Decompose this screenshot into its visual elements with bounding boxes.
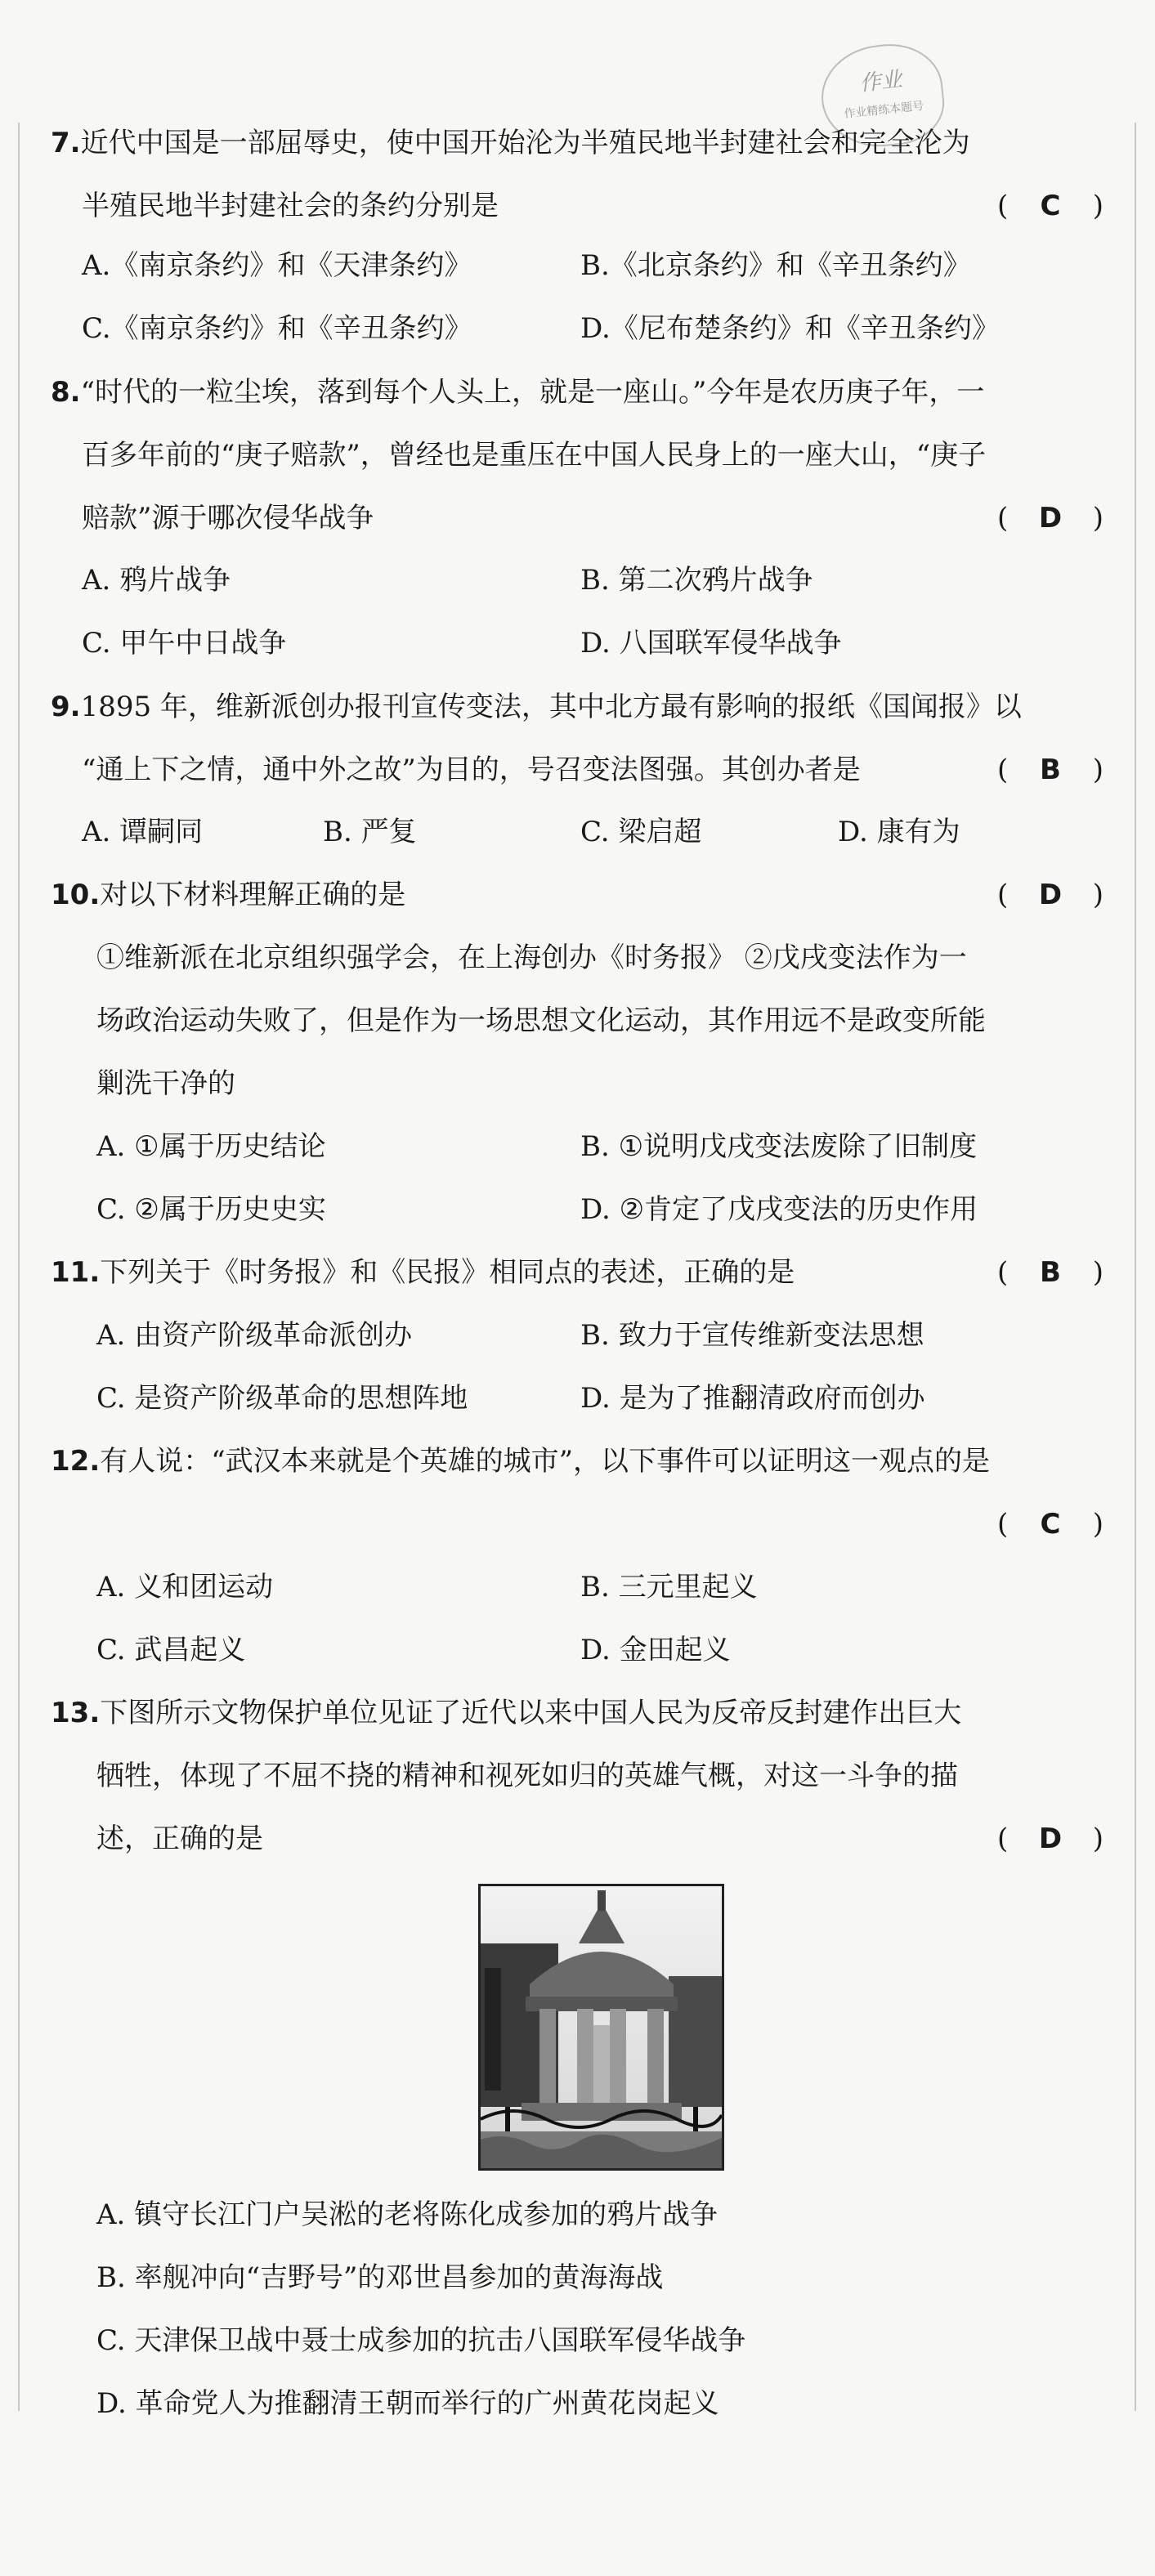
q10-stem-line1: 10.对以下材料理解正确的是 — [51, 879, 406, 911]
q13-option-c: C. 天津保卫战中聂士成参加的抗击八国联军侵华战争 — [96, 2324, 746, 2357]
homework-stamp: 作业 作业精练本题号 — [817, 39, 948, 153]
q10-option-a: A. ①属于历史结论 — [96, 1130, 326, 1163]
q10-material-line1: ①维新派在北京组织强学会，在上海创办《时务报》 ②戊戌变法作为一 — [96, 941, 967, 974]
q9-answer: ( B ) — [997, 754, 1104, 786]
q9-option-d: D. 康有为 — [838, 816, 960, 848]
q8-stem-line3: 赔款”源于哪次侵华战争 — [82, 502, 374, 534]
q12-option-a: A. 义和团运动 — [96, 1571, 274, 1603]
right-margin-rule — [1135, 123, 1136, 2411]
q11-option-b: B. 致力于宣传维新变法思想 — [580, 1319, 924, 1352]
q9-stem-line2: “通上下之情，通中外之故”为目的，号召变法图强。其创办者是 — [82, 754, 861, 786]
q10-option-d: D. ②肯定了戊戌变法的历史作用 — [580, 1193, 978, 1226]
q7-stem-line1: 7.近代中国是一部屈辱史，使中国开始沦为半殖民地半封建社会和完全沦为 — [51, 127, 970, 159]
q13-option-a: A. 镇守长江门户吴淞的老将陈化成参加的鸦片战争 — [96, 2198, 719, 2231]
q8-stem-line2: 百多年前的“庚子赔款”，曾经也是重压在中国人民身上的一座大山，“庚子 — [82, 439, 987, 472]
q8-option-b: B. 第二次鸦片战争 — [580, 564, 813, 597]
q10-option-c: C. ②属于历史史实 — [96, 1193, 326, 1226]
q8-option-c: C. 甲午中日战争 — [82, 627, 287, 660]
q8-option-a: A. 鸦片战争 — [82, 564, 231, 597]
q12-option-c: C. 武昌起义 — [96, 1634, 246, 1666]
q13-answer: ( D ) — [997, 1822, 1104, 1855]
q13-option-b: B. 率舰冲向“吉野号”的邓世昌参加的黄海海战 — [96, 2261, 664, 2294]
q9-stem-line1: 9.1895 年，维新派创办报刊宣传变法，其中北方最有影响的报纸《国闻报》以 — [51, 691, 1022, 723]
q12-option-b: B. 三元里起义 — [580, 1571, 758, 1603]
q11-option-a: A. 由资产阶级革命派创办 — [96, 1319, 413, 1352]
q12-stem-line1: 12.有人说：“武汉本来就是个英雄的城市”，以下事件可以证明这一观点的是 — [51, 1445, 990, 1478]
q9-option-b: B. 严复 — [323, 816, 417, 848]
q11-option-c: C. 是资产阶级革命的思想阵地 — [96, 1382, 468, 1415]
q11-answer: ( B ) — [997, 1256, 1104, 1289]
q8-answer: ( D ) — [997, 502, 1104, 534]
q7-stem-line2: 半殖民地半封建社会的条约分别是 — [82, 190, 499, 222]
q7-option-a: A.《南京条约》和《天津条约》 — [82, 249, 472, 282]
left-margin-rule — [18, 123, 20, 2411]
monument-photo — [478, 1884, 724, 2171]
q13-stem-line1: 13.下图所示文物保护单位见证了近代以来中国人民为反帝反封建作出巨大 — [51, 1697, 962, 1729]
q7-answer: ( C ) — [997, 190, 1104, 222]
q13-option-d: D. 革命党人为推翻清王朝而举行的广州黄花岗起义 — [96, 2387, 719, 2420]
q10-material-line2: 场政治运动失败了，但是作为一场思想文化运动，其作用远不是政变所能 — [96, 1004, 986, 1037]
q12-option-d: D. 金田起义 — [580, 1634, 731, 1666]
q11-stem-line1: 11.下列关于《时务报》和《民报》相同点的表述，正确的是 — [51, 1256, 795, 1289]
q11-option-d: D. 是为了推翻清政府而创办 — [580, 1382, 925, 1415]
q7-option-c: C.《南京条约》和《辛丑条约》 — [82, 312, 472, 345]
q8-option-d: D. 八国联军侵华战争 — [580, 627, 842, 660]
q10-answer: ( D ) — [997, 879, 1104, 911]
q9-option-a: A. 谭嗣同 — [82, 816, 204, 848]
q9-option-c: C. 梁启超 — [580, 816, 702, 848]
q12-answer: ( C ) — [997, 1508, 1104, 1541]
q10-material-line3: 剿洗干净的 — [96, 1067, 235, 1100]
q10-option-b: B. ①说明戊戌变法废除了旧制度 — [580, 1130, 978, 1163]
q8-stem-line1: 8.“时代的一粒尘埃，落到每个人头上，就是一座山。”今年是农历庚子年，一 — [51, 376, 985, 409]
q7-option-b: B.《北京条约》和《辛丑条约》 — [580, 249, 971, 282]
q13-stem-line2: 牺牲，体现了不屈不挠的精神和视死如归的英雄气概，对这一斗争的描 — [96, 1760, 958, 1792]
q13-stem-line3: 述，正确的是 — [96, 1822, 263, 1855]
q7-option-d: D.《尼布楚条约》和《辛丑条约》 — [580, 312, 1000, 345]
